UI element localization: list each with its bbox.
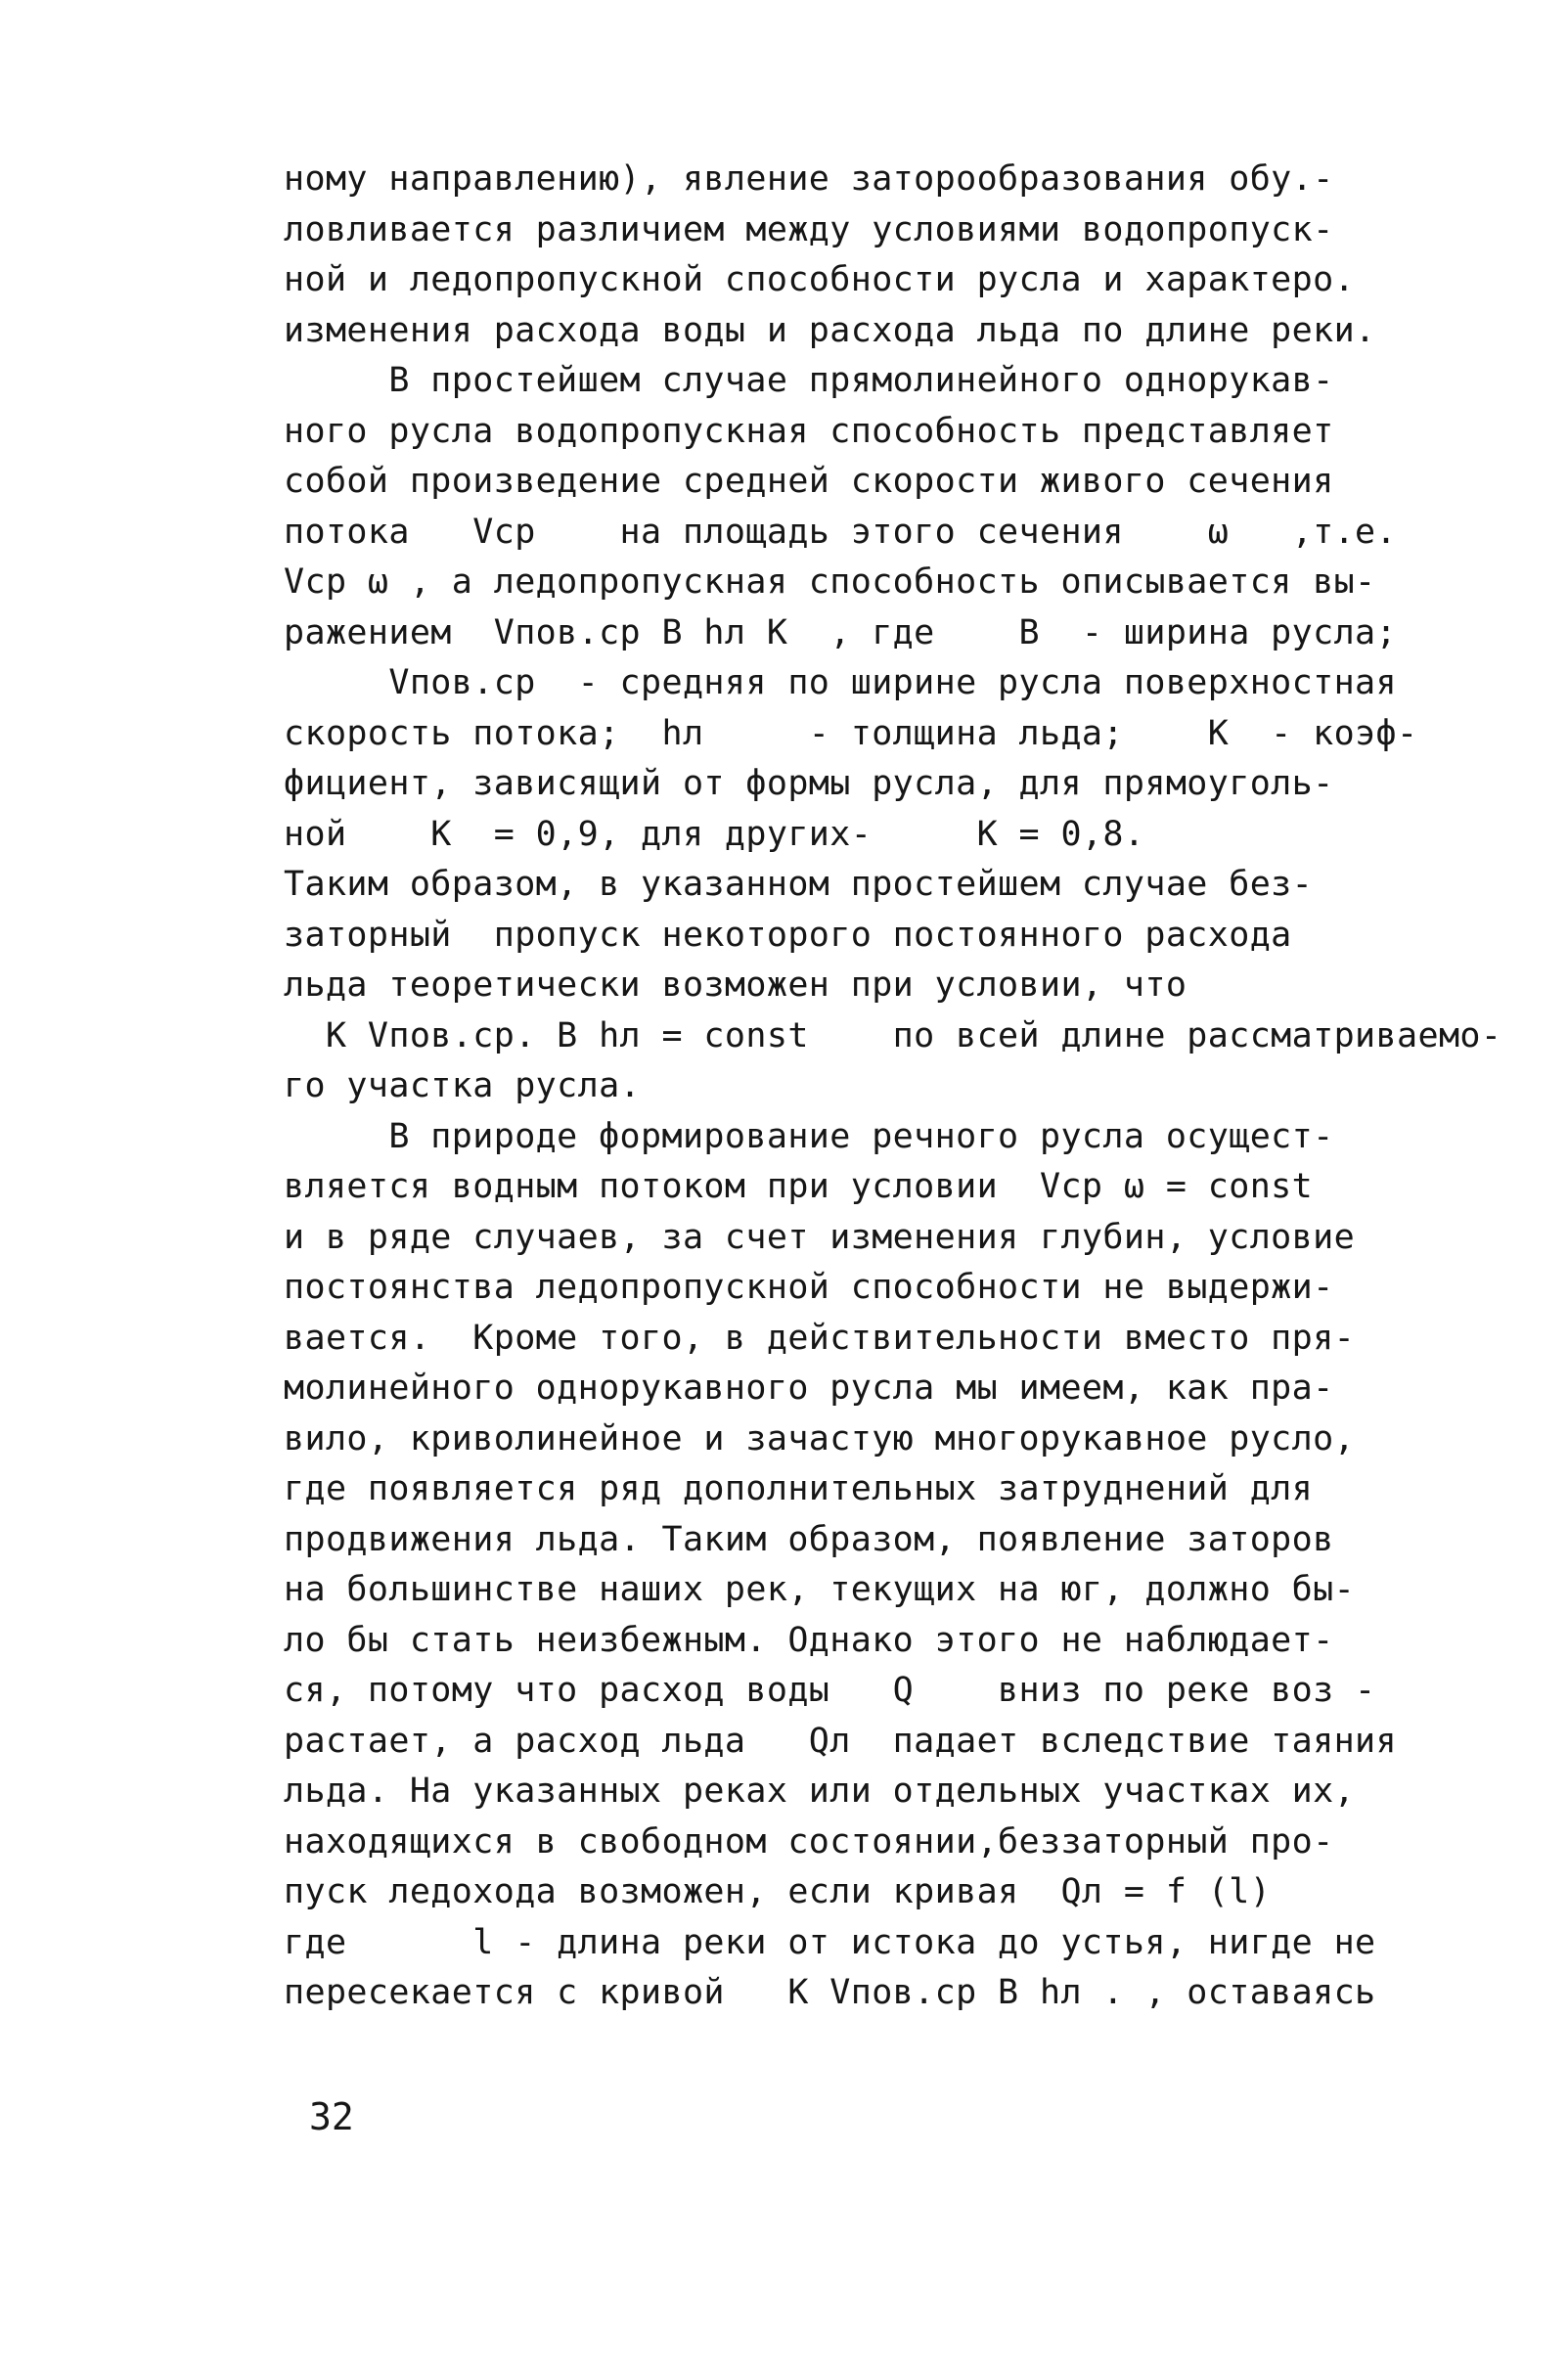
text-line: скорость потока; hл - толщина льда; K - коэф- [284,713,1418,753]
text-line: потока Vср на площадь этого сечения ω ,т.е. [284,512,1398,552]
text-line: вило, криволинейное и зачастую многорукавное русло, [284,1418,1356,1458]
text-line: где l - длина реки от истока до устья, нигде не [284,1922,1376,1962]
text-line: и в ряде случаев, за счет изменения глубин, условие [284,1217,1356,1257]
text-line: где появляется ряд дополнительных затруднений для [284,1469,1314,1508]
text-line: ной и ледопропускной способности русла и характеро. [284,260,1356,299]
text-line: изменения расхода воды и расхода льда по длине реки. [284,310,1376,350]
text-line: на большинстве наших рек, текущих на юг, должно бы- [284,1570,1356,1609]
text-line: В простейшем случае прямолинейного однорукав- [284,361,1334,400]
text-line: льда. На указанных реках или отдельных участках их, [284,1772,1356,1811]
text-line: Vср ω , а ледопропускная способность описывается вы- [284,562,1376,602]
text-line: ловливается различием между условиями водопропуск- [284,209,1334,249]
text-line: находящихся в свободном состоянии,беззаторный про- [284,1821,1334,1862]
text-line: ло бы стать неизбежным. Однако этого не наблюдает- [284,1620,1334,1660]
text-line: постоянства ледопропускной способности не выдержи- [284,1268,1334,1307]
text-line: В природе формирование речного русла осущест- [284,1116,1334,1156]
text-line: ной K = 0,9, для других- K = 0,8. [284,814,1145,854]
text-line: льда теоретически возможен при условии, что [284,965,1187,1005]
text-line: ражением Vпов.ср B hл K , где B - ширина русла; [284,612,1398,652]
text-line: молинейного однорукавного русла мы имеем, как пра- [284,1368,1334,1408]
text-line: продвижения льда. Таким образом, появление заторов [284,1519,1334,1559]
text-line: Таким образом, в указанном простейшем случае без- [284,865,1314,904]
text-line: K Vпов.ср. B hл = const по всей длине рассматриваемо- [284,1015,1502,1055]
text-line: го участка русла. [284,1066,642,1105]
text-line: заторный пропуск некоторого постоянного расхода [284,915,1292,955]
text-line: фициент, зависящий от формы русла, для прямоуголь- [284,764,1334,803]
text-line: ся, потому что расход воды Q вниз по реке воз - [284,1671,1376,1710]
text-line: пересекается с кривой K Vпов.ср B hл . , оставаясь [284,1973,1376,2012]
text-line: ному направлению), явление заторообразования обу.- [284,159,1334,199]
text-line: ного русла водопропускная способность представляет [284,411,1334,451]
text-line: собой произведение средней скорости живого сечения [284,462,1334,501]
text-line: вляется водным потоком при условии Vср ω = const [284,1167,1314,1206]
text-line: растает, а расход льда Qл падает вследствие таяния [284,1721,1398,1761]
page-number: 32 [309,2095,354,2138]
text-line: пуск ледохода возможен, если кривая Qл = f (l) [284,1872,1272,1911]
text-line: вается. Кроме того, в действительности вместо пря- [284,1318,1356,1358]
body-text [284,155,1546,2019]
text-line: Vпов.ср - средняя по ширине русла поверхностная [284,663,1398,702]
